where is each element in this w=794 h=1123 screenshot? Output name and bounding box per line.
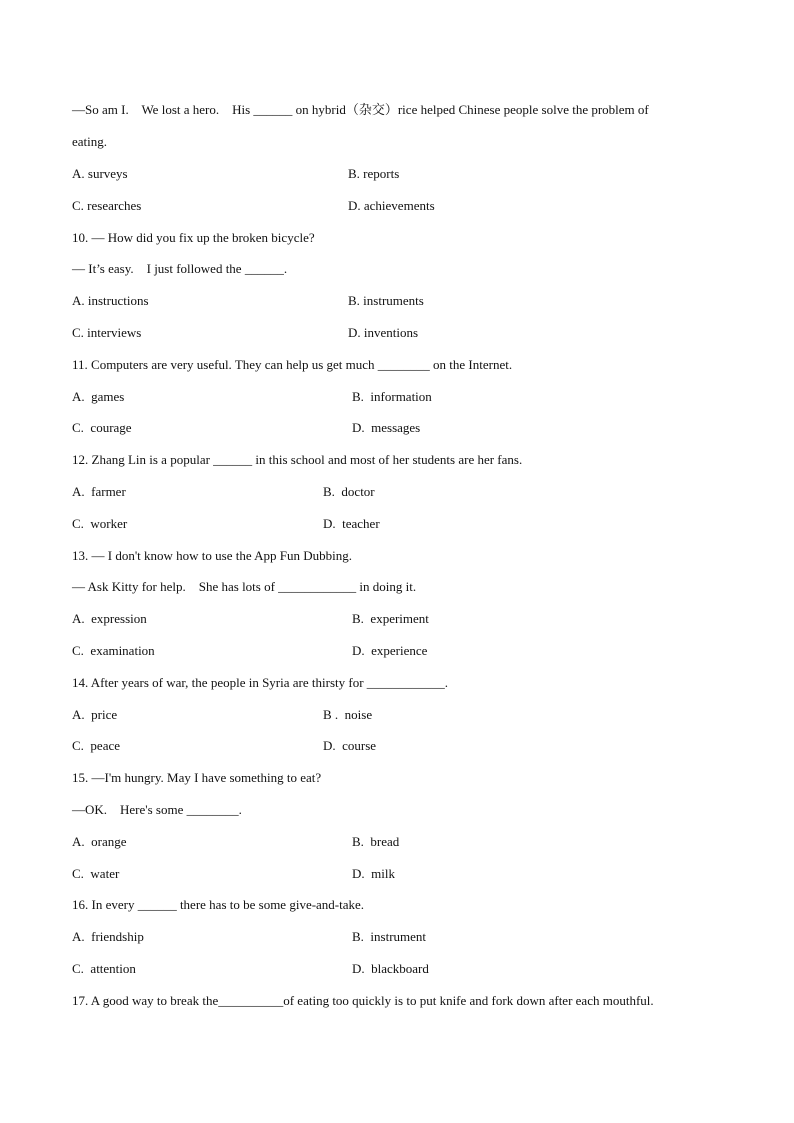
q9-option-d: D. achievements bbox=[348, 198, 435, 213]
question-14-text: 14. After years of war, the people in Syria are thirsty for ____________. bbox=[72, 675, 449, 690]
q9-option-b: B. reports bbox=[348, 166, 400, 181]
q12-option-b: B. doctor bbox=[323, 484, 375, 499]
q14-option-d: D. course bbox=[323, 738, 377, 753]
q15-option-d: D. milk bbox=[352, 866, 395, 881]
question-11-text: 11. Computers are very useful. They can help us get much ________ on the Internet. bbox=[72, 357, 513, 372]
q13-option-a: A. expression bbox=[72, 611, 147, 626]
q15-option-b: B. bread bbox=[352, 834, 400, 849]
q14-option-c: C. peace bbox=[72, 738, 121, 753]
question-15-reply: —OK. Here's some ________. bbox=[72, 802, 242, 817]
q13-option-d: D. experience bbox=[352, 643, 428, 658]
question-10-text: 10. — How did you fix up the broken bicycle? bbox=[72, 230, 315, 245]
q11-option-c: C. courage bbox=[72, 420, 132, 435]
q10-option-c: C. interviews bbox=[72, 325, 142, 340]
q16-option-d: D. blackboard bbox=[352, 961, 429, 976]
q12-option-a: A. farmer bbox=[72, 484, 126, 499]
question-16-text: 16. In every ______ there has to be some give-and-take. bbox=[72, 897, 365, 912]
question-9-text: —So am I. We lost a hero. His ______ on hybrid（杂交）rice helped Chinese people solve the problem of bbox=[72, 102, 649, 117]
q11-option-a: A. games bbox=[72, 389, 125, 404]
question-10-reply: — It’s easy. I just followed the ______. bbox=[72, 261, 288, 276]
q16-option-b: B. instrument bbox=[352, 929, 427, 944]
q11-option-b: B. information bbox=[352, 389, 432, 404]
q16-option-c: C. attention bbox=[72, 961, 136, 976]
q14-option-b: B . noise bbox=[323, 707, 373, 722]
q10-option-b: B. instruments bbox=[348, 293, 424, 308]
question-15-text: 15. —I'm hungry. May I have something to eat? bbox=[72, 770, 322, 785]
question-9-text-cont: eating. bbox=[72, 134, 108, 149]
q13-option-b: B. experiment bbox=[352, 611, 429, 626]
q12-option-d: D. teacher bbox=[323, 516, 380, 531]
q10-option-d: D. inventions bbox=[348, 325, 419, 340]
q12-option-c: C. worker bbox=[72, 516, 128, 531]
question-17-text: 17. A good way to break the__________of eating too quickly is to put knife and fork down after each mouthful. bbox=[72, 993, 654, 1008]
q15-option-c: C. water bbox=[72, 866, 120, 881]
q13-option-c: C. examination bbox=[72, 643, 155, 658]
q15-option-a: A. orange bbox=[72, 834, 127, 849]
q14-option-a: A. price bbox=[72, 707, 118, 722]
q11-option-d: D. messages bbox=[352, 420, 421, 435]
question-13-text: 13. — I don't know how to use the App Fun Dubbing. bbox=[72, 548, 353, 563]
q10-option-a: A. instructions bbox=[72, 293, 149, 308]
q9-option-c: C. researches bbox=[72, 198, 142, 213]
q16-option-a: A. friendship bbox=[72, 929, 144, 944]
q9-option-a: A. surveys bbox=[72, 166, 128, 181]
question-12-text: 12. Zhang Lin is a popular ______ in this school and most of her students are her fans. bbox=[72, 452, 523, 467]
question-13-reply: — Ask Kitty for help. She has lots of ____________ in doing it. bbox=[72, 579, 417, 594]
